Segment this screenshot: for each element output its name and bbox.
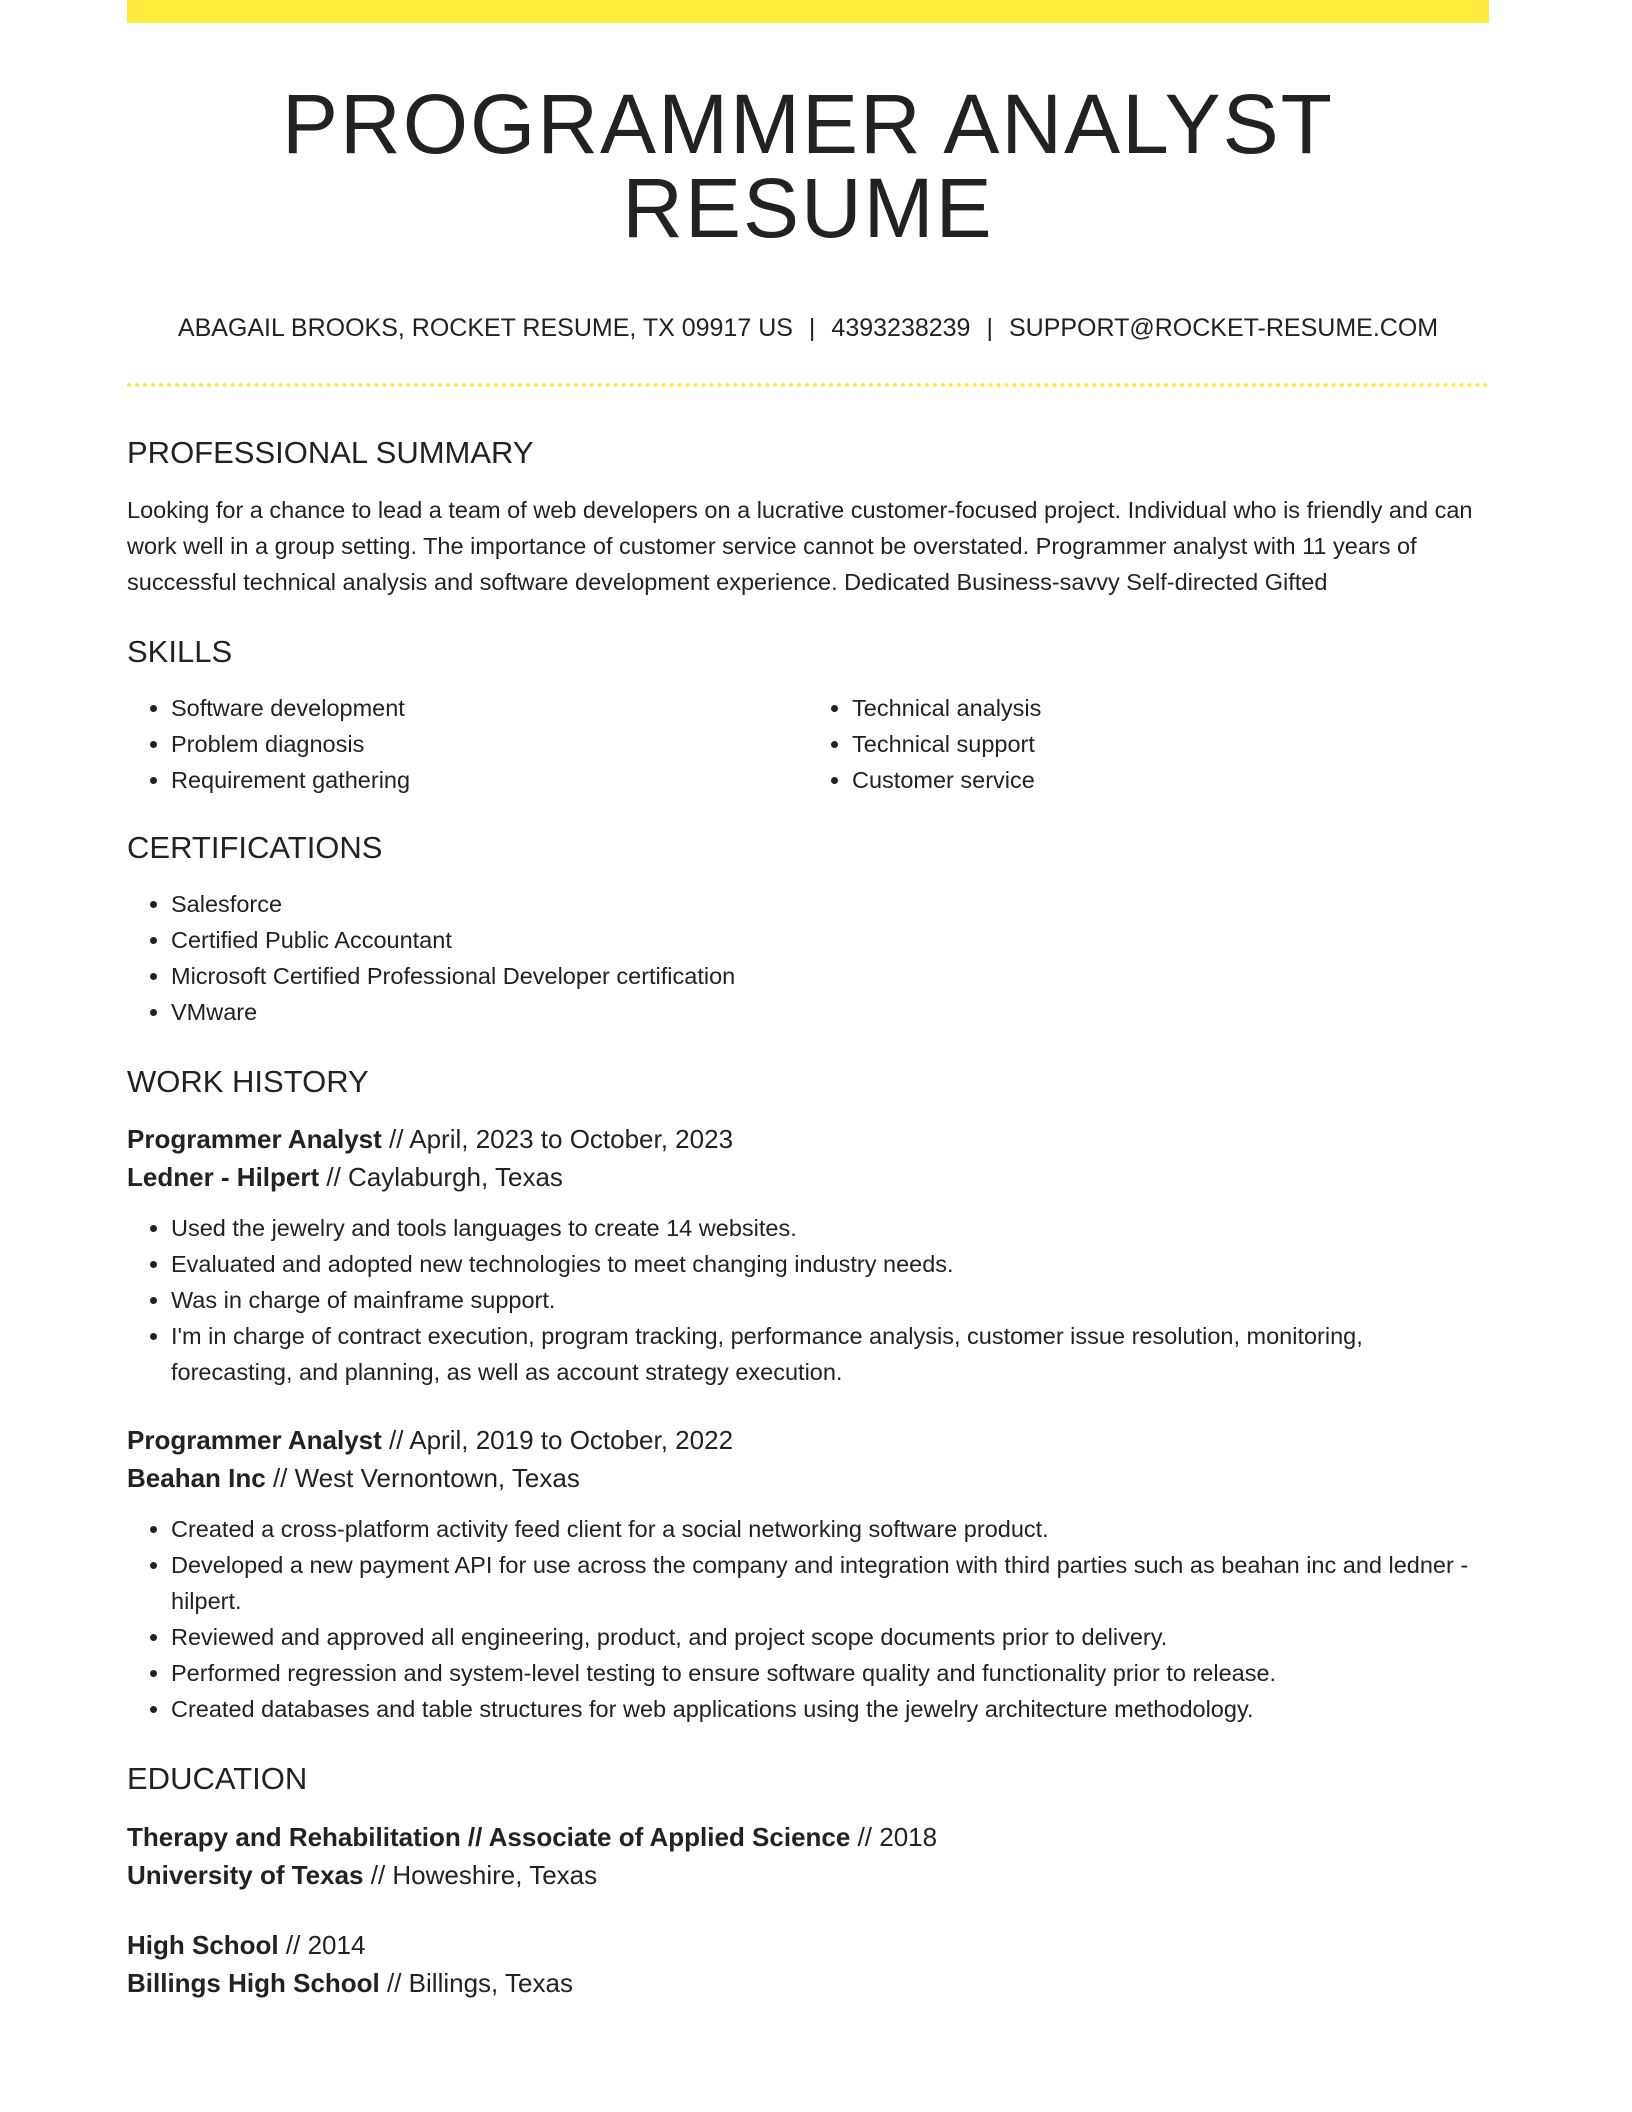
certification-item: • Salesforce xyxy=(171,886,1489,922)
contact-phone: 4393238239 xyxy=(831,314,971,342)
job-bullet: • Evaluated and adopted new technologies to meet changing industry needs. xyxy=(171,1246,1489,1282)
skills-heading: SKILLS xyxy=(127,634,233,669)
certifications-list xyxy=(127,886,1489,1030)
job-dates: // April, 2019 to October, 2022 xyxy=(381,1425,734,1455)
education-year: // 2014 xyxy=(278,1930,366,1960)
job-location: // Caylaburgh, Texas xyxy=(319,1162,563,1192)
top-accent-bar xyxy=(127,0,1489,23)
job-title-line xyxy=(127,1120,1489,1158)
skills-list xyxy=(127,690,1489,798)
contact-address: ABAGAIL BROOKS, ROCKET RESUME, TX 09917 US xyxy=(177,314,793,342)
job-entry xyxy=(127,1421,1489,1727)
job-location: // West Vernontown, Texas xyxy=(265,1463,580,1493)
contact-separator: | xyxy=(986,314,993,342)
contact-separator: | xyxy=(808,314,816,342)
job-bullets xyxy=(127,1210,1489,1390)
job-bullet: • Performed regression and system-level testing to ensure software quality and functionality prior to release. xyxy=(171,1655,1489,1691)
resume-title: PROGRAMMER ANALYST RESUME xyxy=(282,77,1334,255)
contact-email[interactable]: SUPPORT@ROCKET-RESUME.COM xyxy=(1008,314,1439,342)
summary-heading: PROFESSIONAL SUMMARY xyxy=(127,435,534,470)
education-degree: Therapy and Rehabilitation // Associate of Applied Science xyxy=(127,1822,851,1852)
job-bullet: • Was in charge of mainframe support. xyxy=(171,1282,1489,1318)
job-bullet: • Created a cross-platform activity feed client for a social networking software product. xyxy=(171,1511,1489,1547)
job-bullet: • Created databases and table structures for web applications using the jewelry architecture methodology. xyxy=(171,1691,1489,1727)
job-title-line xyxy=(127,1421,1489,1459)
education-entry xyxy=(127,1818,1489,1894)
education-degree-line xyxy=(127,1818,1489,1856)
job-bullet: • I'm in charge of contract execution, program tracking, performance analysis, customer issue resolution, monitoring, forecasting, and planning, as well as account strategy execution. xyxy=(171,1318,1489,1390)
job-dates: // April, 2023 to October, 2023 xyxy=(381,1124,734,1154)
job-company-line xyxy=(127,1459,1489,1497)
education-year: // 2018 xyxy=(850,1822,938,1852)
education-heading: EDUCATION xyxy=(127,1761,308,1796)
education-location: // Howeshire, Texas xyxy=(363,1860,598,1890)
skill-item: • Problem diagnosis xyxy=(171,726,808,762)
certification-item: • Microsoft Certified Professional Developer certification xyxy=(171,958,1489,994)
skill-item: • Requirement gathering xyxy=(171,762,808,798)
certification-item: • VMware xyxy=(171,994,1489,1030)
education-degree-line xyxy=(127,1926,1489,1964)
skill-item: • Software development xyxy=(171,690,808,726)
work-history-heading: WORK HISTORY xyxy=(127,1064,369,1099)
skill-item: • Technical support xyxy=(852,726,1489,762)
job-bullet: • Developed a new payment API for use across the company and integration with third parties such as beahan inc and ledner - hilpert. xyxy=(171,1547,1489,1619)
education-degree: High School xyxy=(127,1930,279,1960)
certification-item: • Certified Public Accountant xyxy=(171,922,1489,958)
certifications-heading: CERTIFICATIONS xyxy=(127,830,383,865)
education-school-line xyxy=(127,1964,1489,2002)
education-location: // Billings, Texas xyxy=(379,1968,573,1998)
job-bullet: • Reviewed and approved all engineering, product, and project scope documents prior to delivery. xyxy=(171,1619,1489,1655)
job-bullets xyxy=(127,1511,1489,1727)
dotted-divider xyxy=(127,383,1489,387)
job-company-line xyxy=(127,1158,1489,1196)
skills-left-column xyxy=(127,690,808,798)
education-school-line xyxy=(127,1856,1489,1894)
skill-item: • Technical analysis xyxy=(852,690,1489,726)
job-title: Programmer Analyst xyxy=(127,1425,382,1455)
skill-item: • Customer service xyxy=(852,762,1489,798)
education-entry xyxy=(127,1926,1489,2002)
contact-line xyxy=(127,316,1489,341)
job-bullet: • Used the jewelry and tools languages to create 14 websites. xyxy=(171,1210,1489,1246)
skills-right-column xyxy=(808,690,1489,798)
job-company: Ledner - Hilpert xyxy=(127,1162,320,1192)
job-title: Programmer Analyst xyxy=(127,1124,382,1154)
resume-page xyxy=(127,0,1489,2002)
summary-text: Looking for a chance to lead a team of web developers on a lucrative customer-focused project. Individual who is friendly and can work well in a group setting. The importance of customer service cannot be overstated. Programmer analyst with 11 years of successful technical analysis and software development experience. Dedicated Business-savvy Self-directed Gifted xyxy=(127,497,1473,595)
job-entry xyxy=(127,1120,1489,1390)
education-school: Billings High School xyxy=(127,1968,380,1998)
job-company: Beahan Inc xyxy=(127,1463,266,1493)
education-school: University of Texas xyxy=(127,1860,364,1890)
